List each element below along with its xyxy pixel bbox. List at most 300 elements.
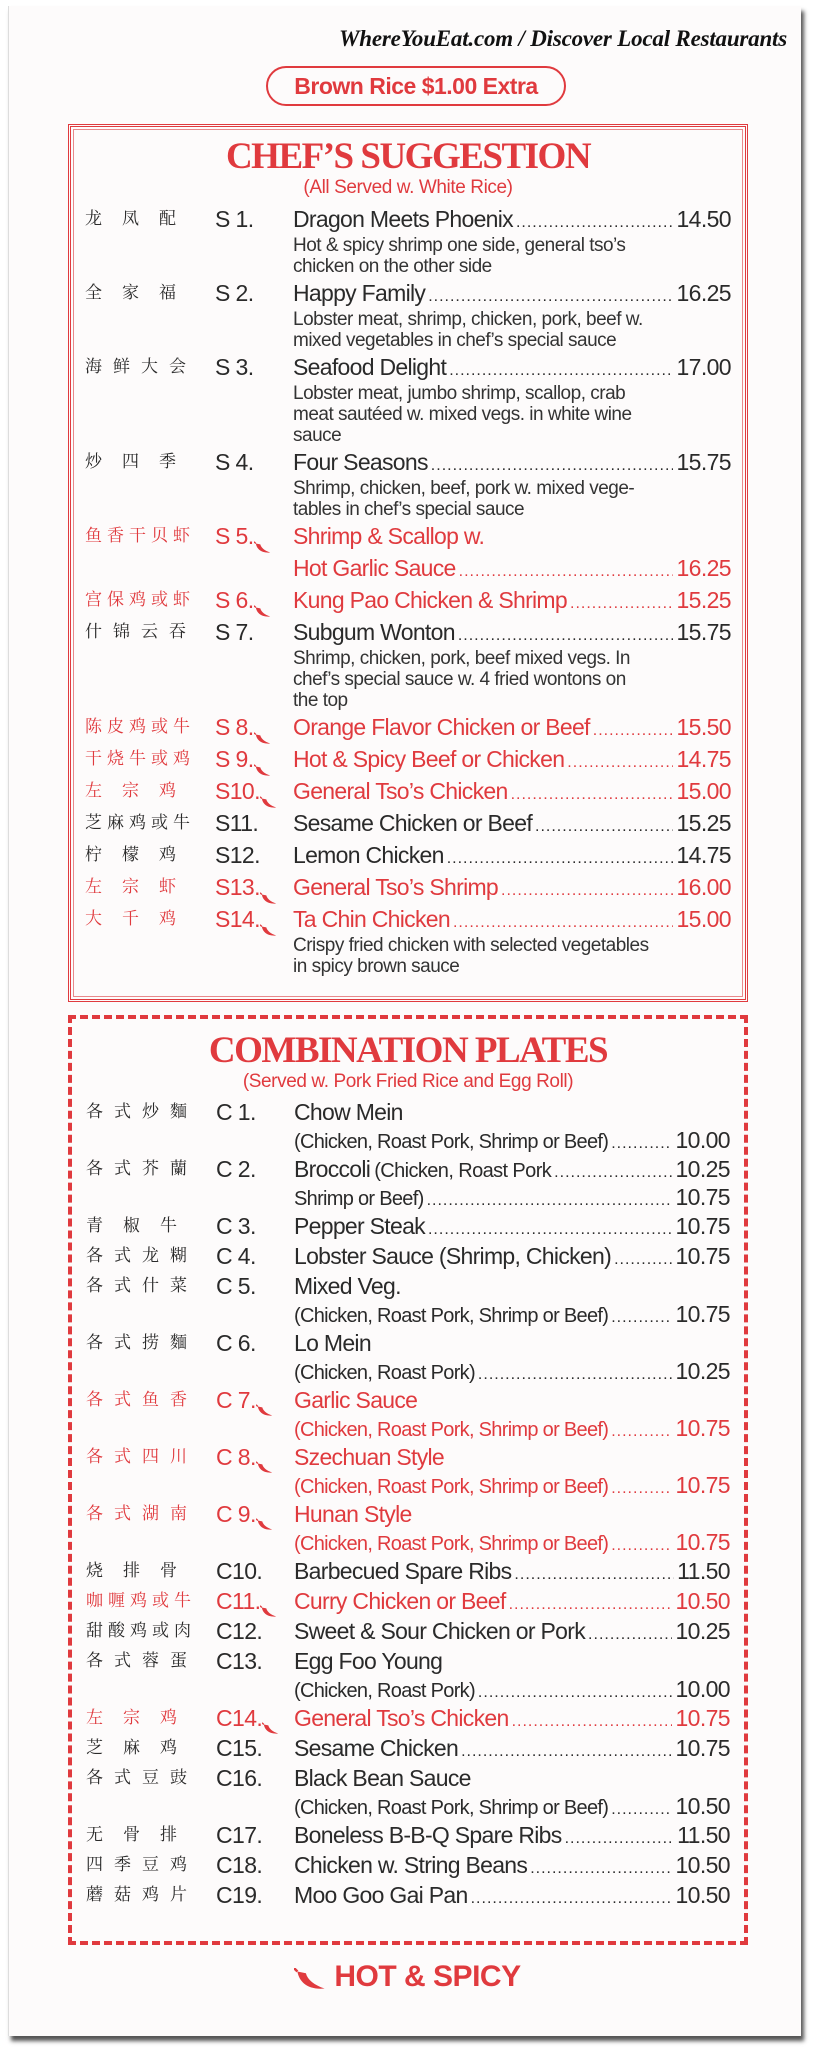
chinese-name: [86, 1328, 204, 1358]
item-name: General Tso’s Chicken: [294, 1705, 509, 1731]
item-price: 15.25: [676, 810, 731, 836]
item-code-text: C 1.: [216, 1099, 256, 1125]
item-price: 10.00: [675, 1127, 730, 1153]
item-price: 15.75: [676, 619, 731, 645]
item-price: 10.75: [675, 1415, 730, 1441]
menu-item: [72, 1703, 744, 1733]
item-name: (Chicken, Roast Pork): [294, 1680, 475, 1702]
item-description: in spicy brown sauce: [293, 956, 460, 977]
item-code-text: C17.: [216, 1822, 263, 1848]
menu-item: [72, 1271, 744, 1328]
item-code: [216, 1241, 256, 1271]
dot-leader: [478, 1361, 673, 1388]
item-name: (Chicken, Roast Pork, Shrimp or Beef): [294, 1419, 609, 1441]
menu-item: [72, 1820, 744, 1850]
item-code-text: C 9.: [216, 1501, 256, 1527]
item-code: [215, 520, 272, 552]
item-line: [293, 871, 731, 903]
section-subtitle: (Served w. Pork Fried Rice and Egg Roll): [242, 1071, 574, 1092]
item-line: [294, 1880, 730, 1910]
chinese-name: [86, 1880, 204, 1910]
dot-leader: [611, 1130, 672, 1157]
item-line: [294, 1529, 730, 1556]
chinese-name-text: 各式湖南: [86, 1504, 198, 1524]
item-line: [294, 1415, 730, 1442]
combination-plates-section: [68, 1015, 748, 1945]
item-code: [215, 351, 254, 383]
chinese-name-text: 咖喱鸡或牛: [86, 1591, 196, 1611]
menu-item: [72, 1211, 744, 1241]
item-line: [294, 1271, 730, 1301]
item-name: Hunan Style: [294, 1501, 412, 1527]
item-price: 10.75: [675, 1705, 730, 1731]
dot-leader: [611, 1475, 672, 1502]
item-name: Pepper Steak: [294, 1213, 425, 1239]
item-code: [216, 1646, 262, 1676]
menu-item: [72, 1880, 744, 1910]
section-title: COMBINATION PLATES: [208, 1030, 608, 1071]
item-code: [215, 446, 254, 478]
item-name: Hot & Spicy Beef or Chicken: [293, 746, 565, 772]
site-header: WhereYouEat.com / Discover Local Restaurants: [338, 26, 787, 51]
chinese-name-text: 鱼香干贝虾: [85, 526, 195, 546]
item-price: 10.75: [675, 1472, 730, 1498]
chinese-name: [86, 1499, 204, 1529]
item-code: [215, 871, 278, 903]
item-code-text: C16.: [216, 1765, 263, 1791]
menu-item: [71, 277, 745, 351]
item-code: [216, 1442, 274, 1472]
item-name: Subgum Wonton: [293, 619, 455, 645]
item-name: Garlic Sauce: [294, 1387, 418, 1413]
item-description: tables in chef’s special sauce: [293, 499, 525, 520]
item-code-text: S 1.: [215, 206, 254, 232]
chili-pepper-icon: [260, 914, 278, 928]
chinese-name-text: 什锦云吞: [85, 622, 197, 642]
item-description: Crispy fried chicken with selected vegetables: [293, 935, 649, 956]
chili-pepper-icon: [254, 531, 272, 545]
item-code-text: S12.: [215, 842, 260, 868]
menu-item: [72, 1154, 744, 1211]
chinese-name-text: 烧排骨: [86, 1561, 197, 1581]
chinese-name: [86, 1154, 204, 1184]
chinese-name: [86, 1556, 204, 1586]
menu-item: [71, 743, 745, 775]
item-name: Mixed Veg.: [294, 1273, 401, 1299]
chili-pepper-icon: [254, 754, 272, 768]
dot-leader: [427, 1187, 673, 1214]
chinese-name: [86, 1211, 204, 1241]
menu-item: [71, 584, 745, 616]
item-code-text: C18.: [216, 1852, 263, 1878]
item-name: Szechuan Style: [294, 1444, 445, 1470]
item-price: 15.75: [676, 449, 731, 475]
menu-item: [72, 1499, 744, 1556]
item-line: [294, 1676, 730, 1703]
item-code-text: C 2.: [216, 1156, 256, 1182]
item-line: [293, 520, 731, 552]
chinese-name-text: 芝麻鸡: [86, 1738, 197, 1758]
item-line: [294, 1211, 730, 1241]
menu-item: [72, 1385, 744, 1442]
item-description: chicken on the other side: [293, 256, 492, 277]
chinese-name-text: 各式四川: [86, 1447, 198, 1467]
item-code-text: S10.: [215, 778, 260, 804]
chinese-name-text: 全家福: [85, 283, 196, 303]
menu-item: [72, 1646, 744, 1703]
item-code: [216, 1385, 274, 1415]
item-code-text: C11.: [216, 1588, 261, 1614]
chinese-name-text: 各式蓉蛋: [86, 1651, 198, 1671]
item-code-text: C15.: [216, 1735, 263, 1761]
chili-pepper-icon: [256, 1452, 274, 1466]
item-code: [216, 1880, 262, 1910]
chili-pepper-icon: [256, 1395, 274, 1409]
dot-leader: [471, 1884, 673, 1914]
item-price: 11.50: [677, 1822, 730, 1848]
item-code: [215, 903, 278, 935]
item-price: 14.75: [676, 746, 731, 772]
item-price: 10.25: [675, 1156, 730, 1182]
legend-label: HOT & SPICY: [334, 1960, 521, 1993]
chili-pepper-icon: [260, 882, 278, 896]
item-name: Orange Flavor Chicken or Beef: [293, 714, 590, 740]
item-name: Sweet & Sour Chicken or Pork: [294, 1618, 586, 1644]
item-line: [294, 1763, 730, 1793]
item-line: [294, 1850, 730, 1880]
item-name: (Chicken, Roast Pork, Shrimp or Beef): [294, 1797, 609, 1819]
item-code-text: C13.: [216, 1648, 263, 1674]
item-name: Egg Foo Young: [294, 1648, 443, 1674]
item-code-text: S13.: [215, 874, 260, 900]
section-title: CHEF’S SUGGESTION: [225, 136, 591, 177]
chinese-name: [85, 839, 203, 871]
chinese-name-text: 海鲜大会: [85, 357, 197, 377]
chinese-name: [85, 584, 203, 616]
item-line: [293, 351, 731, 383]
chinese-name: [86, 1385, 204, 1415]
chili-pepper-icon: [262, 1713, 280, 1727]
chinese-name: [86, 1703, 204, 1733]
chili-pepper-icon: [260, 786, 278, 800]
chinese-name-text: 陈皮鸡或牛: [85, 717, 195, 737]
item-description: the top: [293, 690, 348, 711]
chinese-name: [85, 871, 203, 903]
item-line: [293, 616, 731, 648]
dot-leader: [611, 1532, 672, 1559]
item-code-text: C 3.: [216, 1213, 256, 1239]
item-description: meat sautéed w. mixed vegs. in white wine: [293, 404, 632, 425]
item-code: [215, 616, 254, 648]
dot-leader: [611, 1796, 672, 1823]
item-line: [294, 1733, 730, 1763]
item-price: 14.50: [676, 206, 731, 232]
item-code-text: S 4.: [215, 449, 254, 475]
item-line: [294, 1442, 730, 1472]
menu-item: [71, 839, 745, 871]
item-line: [294, 1820, 730, 1850]
chinese-name-text: 甜酸鸡或肉: [86, 1621, 196, 1641]
chili-pepper-icon: [254, 722, 272, 736]
item-name: Shrimp & Scallop w.: [293, 523, 485, 549]
chinese-name: [86, 1586, 204, 1616]
combo-item-list: [72, 1097, 744, 1910]
item-code: [215, 584, 272, 616]
menu-item: [72, 1733, 744, 1763]
item-line: [293, 552, 731, 584]
menu-item: [71, 351, 745, 446]
item-name: Sesame Chicken: [294, 1735, 459, 1761]
chinese-name: [85, 775, 203, 807]
item-name: Chicken w. String Beans: [294, 1852, 528, 1878]
chinese-name-text: 各式龙糊: [86, 1246, 198, 1266]
chinese-name-text: 左宗鸡: [86, 1708, 197, 1728]
item-line: [294, 1472, 730, 1499]
item-name: Chow Mein: [294, 1099, 403, 1125]
item-price: 10.50: [675, 1793, 730, 1819]
item-line: [294, 1499, 730, 1529]
chinese-name-text: 左宗虾: [85, 877, 196, 897]
item-code-text: C19.: [216, 1882, 263, 1908]
item-code: [215, 711, 272, 743]
item-line: [294, 1793, 730, 1820]
item-line: [294, 1184, 730, 1211]
item-price: 10.50: [675, 1882, 730, 1908]
chinese-name-text: 各式捞麵: [86, 1333, 198, 1353]
chinese-name: [85, 743, 203, 775]
item-name: Barbecued Spare Ribs: [294, 1558, 512, 1584]
chinese-name: [85, 446, 203, 478]
chinese-name: [85, 277, 203, 309]
item-line: [293, 903, 731, 935]
item-line: [294, 1646, 730, 1676]
item-name: (Chicken, Roast Pork, Shrimp or Beef): [294, 1476, 609, 1498]
chinese-name: [85, 351, 203, 383]
item-line: [294, 1586, 730, 1616]
chinese-name-text: 干烧牛或鸡: [85, 749, 195, 769]
item-name: (Chicken, Roast Pork, Shrimp or Beef): [294, 1305, 609, 1327]
item-name: (Chicken, Roast Pork): [294, 1362, 475, 1384]
chili-pepper-icon: [294, 1966, 328, 1990]
chinese-name: [85, 711, 203, 743]
item-line: [293, 446, 731, 478]
chili-pepper-icon: [256, 1509, 274, 1523]
item-price: 10.75: [675, 1735, 730, 1761]
item-description: Hot & spicy shrimp one side, general tso’s: [293, 235, 626, 256]
item-price: 11.50: [677, 1558, 730, 1584]
chinese-name: [86, 1646, 204, 1676]
item-price: 10.25: [675, 1618, 730, 1644]
item-description: chef’s special sauce w. 4 fried wontons on: [293, 669, 626, 690]
item-price: 10.50: [675, 1588, 730, 1614]
item-description: mixed vegetables in chef’s special sauce: [293, 330, 617, 351]
item-code: [216, 1616, 262, 1646]
item-code: [215, 775, 278, 807]
menu-item: [71, 446, 745, 520]
item-price: 14.75: [676, 842, 731, 868]
chinese-name: [86, 1733, 204, 1763]
dot-leader: [554, 1158, 672, 1188]
chinese-name: [86, 1763, 204, 1793]
item-code: [216, 1703, 280, 1733]
item-code-text: S 3.: [215, 354, 254, 380]
item-code-text: S14.: [215, 906, 260, 932]
item-code-text: S 9.: [215, 746, 254, 772]
item-line: [293, 203, 731, 235]
item-name: Curry Chicken or Beef: [294, 1588, 506, 1614]
item-name: Lemon Chicken: [293, 842, 444, 868]
item-line: [294, 1703, 730, 1733]
item-code: [216, 1586, 278, 1616]
item-line: [294, 1154, 730, 1184]
section-subtitle: (All Served w. White Rice): [303, 177, 513, 198]
item-code: [216, 1328, 256, 1358]
menu-item: [71, 711, 745, 743]
item-code-text: S 8.: [215, 714, 254, 740]
chili-pepper-icon: [260, 1596, 278, 1610]
dot-leader: [611, 1418, 672, 1445]
item-price: 15.25: [676, 587, 731, 613]
item-name: (Chicken, Roast Pork, Shrimp or Beef): [294, 1533, 609, 1555]
item-name: Broccoli: [294, 1156, 371, 1182]
item-code: [216, 1499, 274, 1529]
chef-item-list: [71, 203, 745, 977]
item-code-text: C 5.: [216, 1273, 256, 1299]
item-price: 10.75: [675, 1213, 730, 1239]
item-code-text: S 5.: [215, 523, 254, 549]
menu-item: [72, 1442, 744, 1499]
menu-item: [72, 1850, 744, 1880]
dot-leader: [478, 1679, 673, 1706]
menu-item: [71, 903, 745, 977]
item-code-text: S 7.: [215, 619, 254, 645]
chinese-name: [86, 1097, 204, 1127]
item-line: [294, 1127, 730, 1154]
menu-item: [71, 520, 745, 584]
item-description: sauce: [293, 425, 342, 446]
item-code: [216, 1271, 256, 1301]
menu-item: [71, 775, 745, 807]
item-name: Seafood Delight: [293, 354, 447, 380]
menu-item: [71, 807, 745, 839]
menu-item: [72, 1586, 744, 1616]
item-name: Lo Mein: [294, 1330, 371, 1356]
item-line: [293, 807, 731, 839]
item-price: 16.25: [676, 555, 731, 581]
item-code-text: C10.: [216, 1558, 263, 1584]
item-line: [294, 1358, 730, 1385]
item-price: 10.75: [675, 1301, 730, 1327]
item-price: 16.00: [676, 874, 731, 900]
chinese-name: [85, 616, 203, 648]
item-code: [216, 1211, 256, 1241]
chinese-name-text: 左宗鸡: [85, 781, 196, 801]
item-code-text: S11.: [215, 810, 259, 836]
chinese-name: [86, 1820, 204, 1850]
item-code-text: C14.: [216, 1705, 263, 1731]
chinese-name-text: 柠檬鸡: [85, 845, 196, 865]
menu-item: [71, 616, 745, 711]
menu-item: [72, 1328, 744, 1385]
item-name: Lobster Sauce (Shrimp, Chicken): [294, 1243, 612, 1269]
chinese-name-text: 宫保鸡或虾: [85, 590, 195, 610]
item-name: Ta Chin Chicken: [293, 906, 450, 932]
menu-item: [72, 1616, 744, 1646]
chili-pepper-icon: [254, 595, 272, 609]
hot-spicy-legend: [0, 1960, 815, 1994]
item-name: Happy Family: [293, 280, 426, 306]
item-code: [215, 743, 272, 775]
menu-item: [72, 1097, 744, 1154]
item-line: [294, 1385, 730, 1415]
menu-item: [72, 1241, 744, 1271]
chefs-suggestion-section: [68, 124, 748, 1002]
brown-rice-notice: Brown Rice $1.00 Extra: [266, 66, 566, 106]
item-line: [293, 584, 731, 616]
item-name: Black Bean Sauce: [294, 1765, 471, 1791]
chinese-name: [86, 1442, 204, 1472]
chinese-name-text: 大千鸡: [85, 909, 196, 929]
item-price: 15.50: [676, 714, 731, 740]
item-code: [216, 1097, 256, 1127]
item-code-text: C 4.: [216, 1243, 256, 1269]
menu-item: [72, 1763, 744, 1820]
item-name: Sesame Chicken or Beef: [293, 810, 533, 836]
item-price: 10.00: [675, 1676, 730, 1702]
item-name: General Tso’s Shrimp: [293, 874, 499, 900]
item-name: Moo Goo Gai Pan: [294, 1882, 468, 1908]
chinese-name: [86, 1241, 204, 1271]
item-description: Shrimp, chicken, pork, beef mixed vegs. In: [293, 648, 630, 669]
item-line: [293, 711, 731, 743]
chinese-name: [85, 807, 203, 839]
item-options: (Chicken, Roast Pork: [374, 1160, 552, 1182]
chinese-name-text: 各式炒麵: [86, 1102, 198, 1122]
item-price: 10.75: [675, 1529, 730, 1555]
chinese-name: [85, 203, 203, 235]
item-price: 10.75: [675, 1243, 730, 1269]
item-line: [294, 1241, 730, 1271]
item-price: 10.25: [675, 1358, 730, 1384]
item-description: Shrimp, chicken, beef, pork w. mixed vege-: [293, 478, 635, 499]
item-line: [294, 1097, 730, 1127]
chinese-name: [86, 1271, 204, 1301]
item-code: [215, 807, 258, 839]
item-price: 16.25: [676, 280, 731, 306]
item-code-text: C 7.: [216, 1387, 256, 1413]
item-line: [294, 1301, 730, 1328]
item-name: Kung Pao Chicken & Shrimp: [293, 587, 567, 613]
item-code: [215, 839, 260, 871]
item-line: [294, 1556, 730, 1586]
chinese-name-text: 各式鱼香: [86, 1390, 198, 1410]
item-description: Lobster meat, jumbo shrimp, scallop, crab: [293, 383, 626, 404]
chinese-name: [86, 1616, 204, 1646]
item-price: 17.00: [676, 354, 731, 380]
item-price: 15.00: [676, 778, 731, 804]
item-line: [293, 775, 731, 807]
item-code: [215, 277, 254, 309]
item-line: [294, 1616, 730, 1646]
item-code: [216, 1763, 262, 1793]
chinese-name-text: 无骨排: [86, 1825, 197, 1845]
menu-item: [71, 871, 745, 903]
chinese-name: [86, 1850, 204, 1880]
chinese-name-text: 各式芥蘭: [86, 1159, 198, 1179]
chinese-name: [85, 903, 203, 935]
item-line: [293, 839, 731, 871]
chinese-name-text: 青椒牛: [86, 1216, 197, 1236]
